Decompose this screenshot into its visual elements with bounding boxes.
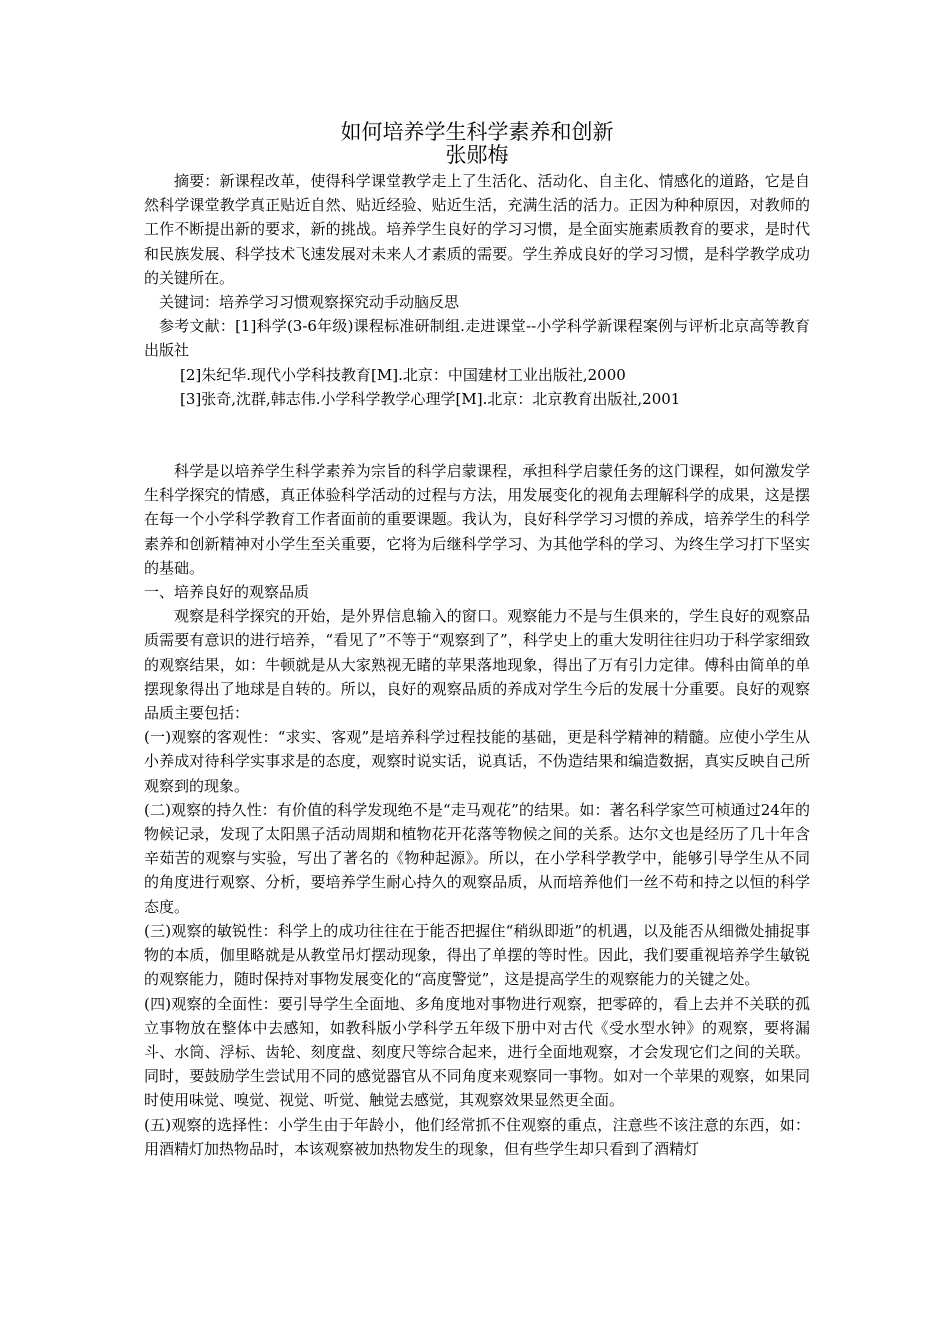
body-paragraph: (一)观察的客观性：“求实、客观”是培养科学过程技能的基础，更是科学精神的精髓。应使小学生从小养成对待科学实事求是的态度，观察时说实话，说真话，不伪造结果和编造数据，真实反映自己所观察到的现象。 [144,728,810,795]
intro-paragraph: 科学是以培养学生科学素养为宗旨的科学启蒙课程，承担科学启蒙任务的这门课程，如何激发学生科学探究的情感，真正体验科学活动的过程与方法，用发展变化的视角去理解科学的成果，这是摆在每一个小学科学教育工作者面前的重要课题。我认为，良好科学学习习惯的养成，培养学生的科学素养和创新精神对小学生至关重要，它将为后继科学学习、为其他学科的学习、为终生学习打下坚实的基础。 [144,462,810,577]
body-paragraph: (二)观察的持久性：有价值的科学发现绝不是“走马观花”的结果。如：著名科学家竺可桢通过24年的物候记录，发现了太阳黑子活动周期和植物花开花落等物候之间的关系。达尔文也是经历了几十年含辛茹苦的观察与实验，写出了著名的《物种起源》。所以，在小学科学教学中，能够引导学生从不同的角度进行观察、分析，要培养学生耐心持久的观察品质，从而培养他们一丝不苟和持之以恒的科学态度。 [144,800,810,916]
document-page [144,120,810,1161]
reference-3: [3]张奇,沈群,韩志伟.小学科学教学心理学[M].北京：北京教育出版社,2001 [180,389,681,408]
section-heading: 一、培养良好的观察品质 [144,583,310,602]
author-name: 张郧梅 [445,143,509,167]
document-title: 如何培养学生科学素养和创新 [340,120,614,144]
reference-1: 参考文献：[1]科学(3-6年级)课程标准研制组.走进课堂--小学科学新课程案例与评析北京高等教育出版社 [144,317,810,360]
body-paragraph: (四)观察的全面性：要引导学生全面地、多角度地对事物进行观察，把零碎的，看上去并不关联的孤立事物放在整体中去感知，如教科版小学科学五年级下册中对古代《受水型水钟》的观察，要将漏斗、水筒、浮标、齿轮、刻度盘、刻度尺等综合起来，进行全面地观察，才会发现它们之间的关联。同时，要鼓励学生尝试用不同的感觉器官从不同角度来观察同一事物。如对一个苹果的观察，如果同时使用味觉、嗅觉、视觉、听觉、触觉去感觉，其观察效果显然更全面。 [144,994,810,1110]
spacer [144,411,810,459]
reference-2: [2]朱纪华.现代小学科技教育[M].北京：中国建材工业出版社,2000 [180,365,626,384]
keywords-line: 关键词：培养学习习惯观察探究动手动脑反思 [159,293,460,312]
body-paragraph: 观察是科学探究的开始，是外界信息输入的窗口。观察能力不是与生俱来的，学生良好的观察品质需要有意识的进行培养，“看见了”不等于“观察到了”，科学史上的重大发明往往归功于科学家细致的观察结果，如：牛顿就是从大家熟视无睹的苹果落地现象，得出了万有引力定律。傅科由简单的单摆现象得出了地球是自转的。所以，良好的观察品质的养成对学生今后的发展十分重要。良好的观察品质主要包括： [144,607,810,723]
abstract-paragraph: 摘要：新课程改革，使得科学课堂教学走上了生活化、活动化、自主化、情感化的道路，它是自然科学课堂教学真正贴近自然、贴近经验、贴近生活，充满生活的活力。正因为种种原因，对教师的工作不断提出新的要求，新的挑战。培养学生良好的学习习惯，是全面实施素质教育的要求，是时代和民族发展、科学技术飞速发展对未来人才素质的需要。学生养成良好的学习习惯，是科学教学成功的关键所在。 [144,172,810,287]
body-paragraph: (五)观察的选择性：小学生由于年龄小，他们经常抓不住观察的重点，注意些不该注意的东西，如：用酒精灯加热物品时，本该观察被加热物发生的现象，但有些学生却只看到了酒精灯 [144,1115,810,1158]
body-paragraph: (三)观察的敏锐性：科学上的成功往往在于能否把握住“稍纵即逝”的机遇，以及能否从细微处捕捉事物的本质，伽里略就是从教堂吊灯摆动现象，得出了单摆的等时性。因此，我们要重视培养学生敏锐的观察能力，随时保持对事物发展变化的“高度警觉”，这是提高学生的观察能力的关键之处。 [144,921,810,989]
